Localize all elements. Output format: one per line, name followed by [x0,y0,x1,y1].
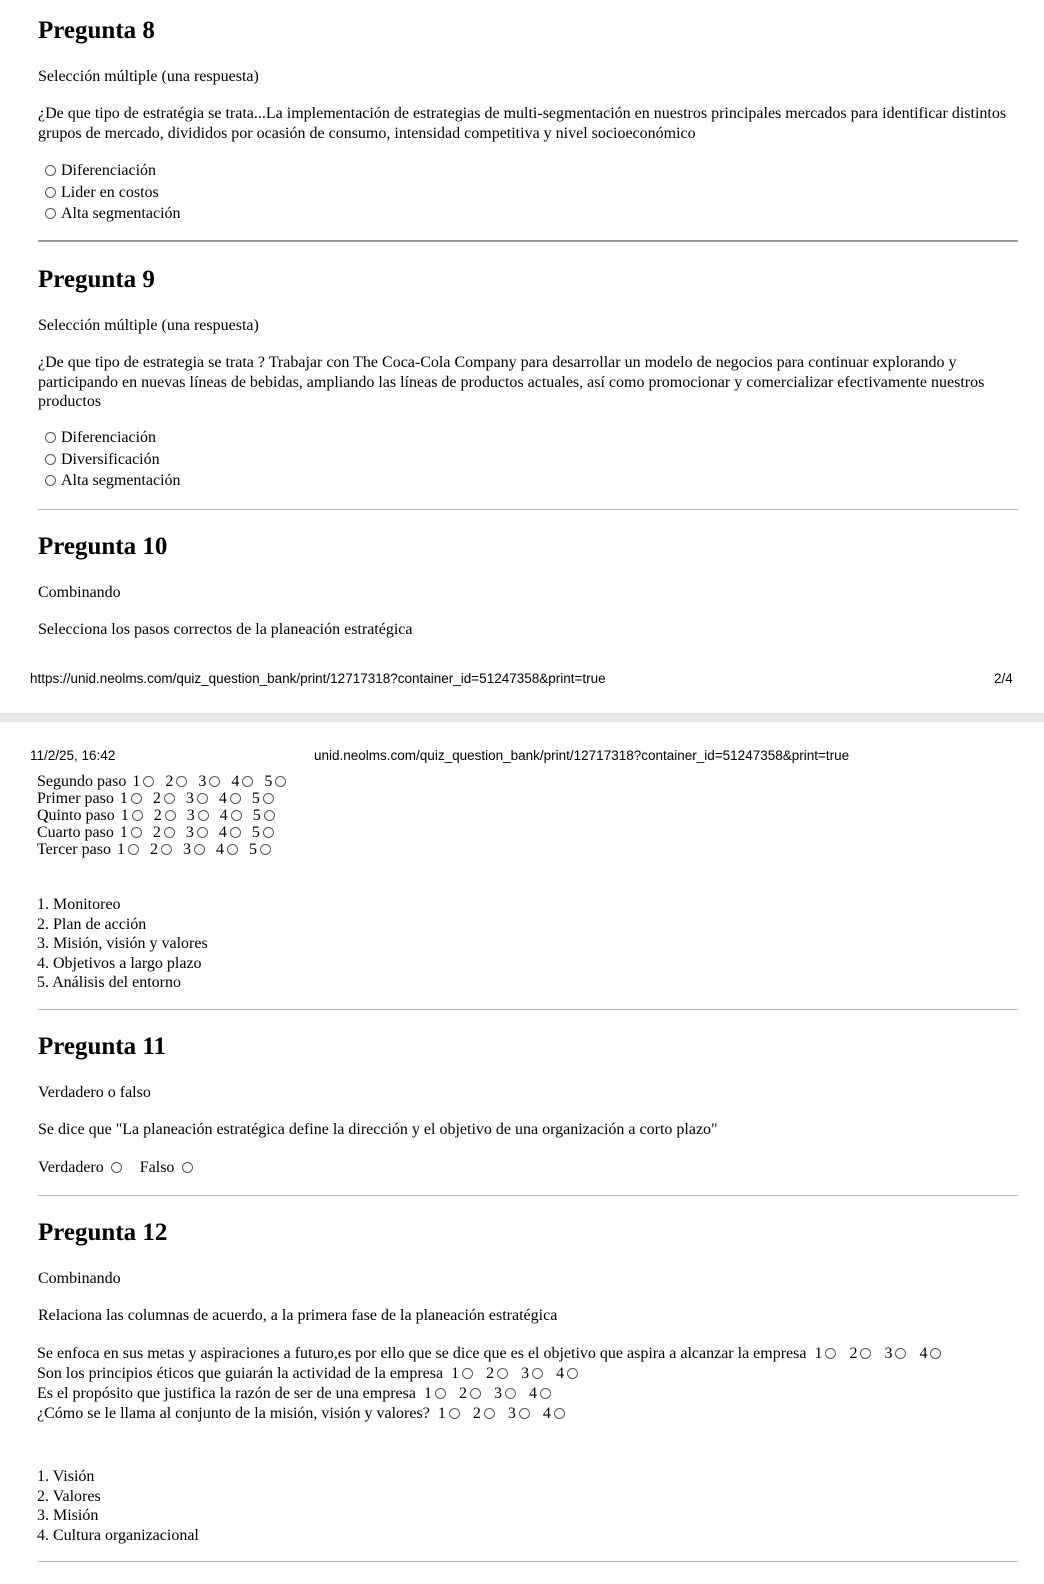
choice-number: 5 [264,773,273,790]
question-11-title: Pregunta 11 [38,1033,167,1060]
radio-button[interactable] [132,810,143,821]
choice-number: 2 [152,824,161,841]
radio-button[interactable] [197,793,208,804]
answer-item: 5. Análisis del entorno [37,974,181,991]
question-12-text: Relaciona las columnas de acuerdo, a la primera fase de la planeación estratégica [38,1307,558,1324]
row-label: Cuarto paso [37,824,114,841]
radio-button[interactable] [505,1388,516,1399]
matching-row [37,790,291,807]
option-row[interactable] [42,182,181,204]
question-10-text: Selecciona los pasos correctos de la planeación estratégica [38,621,413,638]
radio-button[interactable] [164,793,175,804]
question-10-type: Combinando [38,584,121,601]
footer-url: https://unid.neolms.com/quiz_question_bank/print/12717318?container_id=51247358&print=true [30,671,606,686]
choice-number: 1 [423,1385,432,1402]
answer-item: 2. Valores [37,1487,101,1505]
radio-button[interactable] [45,475,56,486]
choice-number: 4 [556,1365,565,1382]
radio-button[interactable] [143,776,154,787]
radio-button[interactable] [860,1348,871,1359]
radio-button[interactable] [263,827,274,838]
choice-number: 4 [528,1385,537,1402]
choice-number: 4 [231,773,240,790]
radio-button[interactable] [930,1348,941,1359]
option-label: Diferenciación [61,429,157,446]
row-label: Son los principios éticos que guiarán la actividad de la empresa [37,1365,444,1382]
radio-button[interactable] [242,776,253,787]
question-12-answer-list [37,1467,199,1545]
choice-number: 1 [451,1365,460,1382]
radio-button[interactable] [263,793,274,804]
option-row[interactable] [42,160,181,182]
option-label: Lider en costos [61,183,159,201]
choice-number: 4 [219,807,228,824]
row-label: Quinto paso [37,807,115,824]
radio-button[interactable] [435,1388,446,1399]
answer-item: 2. Plan de acción [37,915,147,933]
answer-item: 4. Objetivos a largo plazo [37,954,202,972]
choice-number: 3 [884,1345,893,1362]
radio-button[interactable] [462,1368,473,1379]
choice-number: 5 [248,841,257,858]
radio-button[interactable] [194,844,205,855]
choice-number: 1 [116,841,125,858]
divider [38,1195,1018,1196]
radio-button[interactable] [470,1388,481,1399]
answer-item: 1. Visión [37,1468,95,1485]
radio-button[interactable] [449,1408,460,1419]
choice-number: 3 [198,773,207,790]
radio-button[interactable] [554,1408,565,1419]
matching-row [37,1404,997,1424]
radio-button[interactable] [161,844,172,855]
matching-row [37,1364,997,1384]
radio-button[interactable] [519,1408,530,1419]
question-10-answer-list [37,895,208,993]
choice-number: 3 [521,1365,530,1382]
choice-number: 3 [186,807,195,824]
choice-number: 4 [215,841,224,858]
radio-button[interactable] [540,1388,551,1399]
radio-button[interactable] [45,432,56,443]
radio-button[interactable] [227,844,238,855]
divider [38,1009,1018,1010]
radio-button[interactable] [275,776,286,787]
answer-item: 4. Cultura organizacional [37,1526,199,1544]
choice-number: 3 [185,824,194,841]
radio-button[interactable] [825,1348,836,1359]
question-8-title: Pregunta 8 [38,17,155,44]
choice-number: 4 [542,1405,551,1422]
radio-button[interactable] [45,187,56,198]
answer-item: 3. Misión, visión y valores [37,935,208,952]
radio-button[interactable] [260,844,271,855]
choice-number: 2 [149,841,158,858]
choice-number: 4 [919,1345,928,1362]
row-label: Se enfoca en sus metas y aspiraciones a futuro,es por ello que se dice que es el objetivo que aspira a alcanzar la empresa [37,1345,807,1362]
page-break [0,713,1044,722]
radio-button[interactable] [497,1368,508,1379]
row-label: Segundo paso [37,773,127,790]
choice-number: 5 [251,824,260,841]
question-12-matching-rows [37,1344,997,1424]
radio-button[interactable] [164,827,175,838]
choice-number: 5 [251,790,260,807]
choice-number: 4 [218,824,227,841]
question-10-title: Pregunta 10 [38,533,168,560]
option-label: Diversificación [61,450,160,468]
radio-button[interactable] [484,1408,495,1419]
answer-item: 1. Monitoreo [37,896,121,913]
choice-number: 2 [458,1385,467,1402]
row-label: Es el propósito que justifica la razón de ser de una empresa [37,1385,416,1402]
choice-number: 2 [472,1405,481,1422]
choice-number: 1 [119,824,128,841]
radio-button[interactable] [230,793,241,804]
choice-number: 5 [252,807,261,824]
false-label: Falso [139,1159,175,1176]
choice-number: 1 [120,807,129,824]
choice-number: 2 [153,807,162,824]
choice-number: 2 [849,1345,858,1362]
question-9-text: ¿De que tipo de estrategia se trata ? Trabajar con The Coca-Cola Company para desarrollar un modelo de negocios para continuar explorando y participando en nuevas líneas de bebidas, ampliando las líneas de productos actuales, así como promocionar y comercializar efectivamente nuestros productos [38,354,985,410]
question-9-options [42,427,181,492]
divider [38,509,1018,510]
matching-row [37,1344,997,1364]
header-datetime: 11/2/25, 16:42 [30,748,116,763]
choice-number: 3 [185,790,194,807]
question-12-title: Pregunta 12 [38,1219,168,1246]
option-row[interactable] [42,470,181,492]
radio-button[interactable] [264,810,275,821]
radio-true[interactable] [111,1162,122,1173]
radio-button[interactable] [45,165,56,176]
choice-number: 3 [507,1405,516,1422]
radio-button[interactable] [165,810,176,821]
radio-button[interactable] [131,793,142,804]
matching-row [37,824,291,841]
divider [38,1561,1018,1562]
radio-button[interactable] [176,776,187,787]
choice-number: 2 [152,790,161,807]
choice-number: 2 [165,773,174,790]
radio-button[interactable] [567,1368,578,1379]
radio-button[interactable] [231,810,242,821]
question-11-options [38,1158,198,1178]
divider [38,240,1018,242]
option-label: Alta segmentación [61,472,181,490]
radio-button[interactable] [45,208,56,219]
radio-false[interactable] [182,1162,193,1173]
matching-row [37,1384,997,1404]
row-label: Primer paso [37,790,114,807]
choice-number: 1 [132,773,141,790]
radio-button[interactable] [532,1368,543,1379]
question-9-type: Selección múltiple (una respuesta) [38,317,259,334]
header-url: unid.neolms.com/quiz_question_bank/print/12717318?container_id=51247358&print=true [314,748,850,763]
choice-number: 3 [182,841,191,858]
choice-number: 1 [437,1405,446,1422]
matching-row [37,773,291,790]
option-row[interactable] [42,427,181,449]
radio-button[interactable] [198,810,209,821]
radio-button[interactable] [230,827,241,838]
row-label: ¿Cómo se le llama al conjunto de la misión, visión y valores? [37,1405,430,1422]
choice-number: 1 [814,1345,823,1362]
answer-item: 3. Misión [37,1507,99,1524]
choice-number: 3 [493,1385,502,1402]
matching-row [37,807,291,824]
option-label: Diferenciación [61,162,157,179]
question-11-type: Verdadero o falso [38,1084,151,1101]
radio-button[interactable] [45,454,56,465]
question-8-options [42,160,181,225]
true-label: Verdadero [38,1159,104,1176]
footer-page-number: 2/4 [994,671,1013,686]
radio-button[interactable] [209,776,220,787]
question-12-type: Combinando [38,1270,121,1287]
choice-number: 4 [218,790,227,807]
choice-number: 2 [486,1365,495,1382]
question-9-title: Pregunta 9 [38,266,155,293]
question-10-matching-rows [37,773,291,858]
option-row[interactable] [42,449,181,471]
radio-button[interactable] [895,1348,906,1359]
row-label: Tercer paso [37,841,111,858]
option-label: Alta segmentación [61,205,181,223]
matching-row [37,841,291,858]
question-11-text: Se dice que "La planeación estratégica define la dirección y el objetivo de una organización a corto plazo" [38,1121,718,1138]
question-8-type: Selección múltiple (una respuesta) [38,68,259,85]
question-8-text: ¿De que tipo de estratégia se trata...La implementación de estrategias de multi-segmentación en nuestros principales mercados para identificar distintos grupos de mercado, divididos por ocasión de consumo, intensidad competitiva y nivel socioeconómico [38,105,1007,142]
radio-button[interactable] [131,827,142,838]
option-row[interactable] [42,203,181,225]
choice-number: 1 [119,790,128,807]
radio-button[interactable] [197,827,208,838]
radio-button[interactable] [128,844,139,855]
